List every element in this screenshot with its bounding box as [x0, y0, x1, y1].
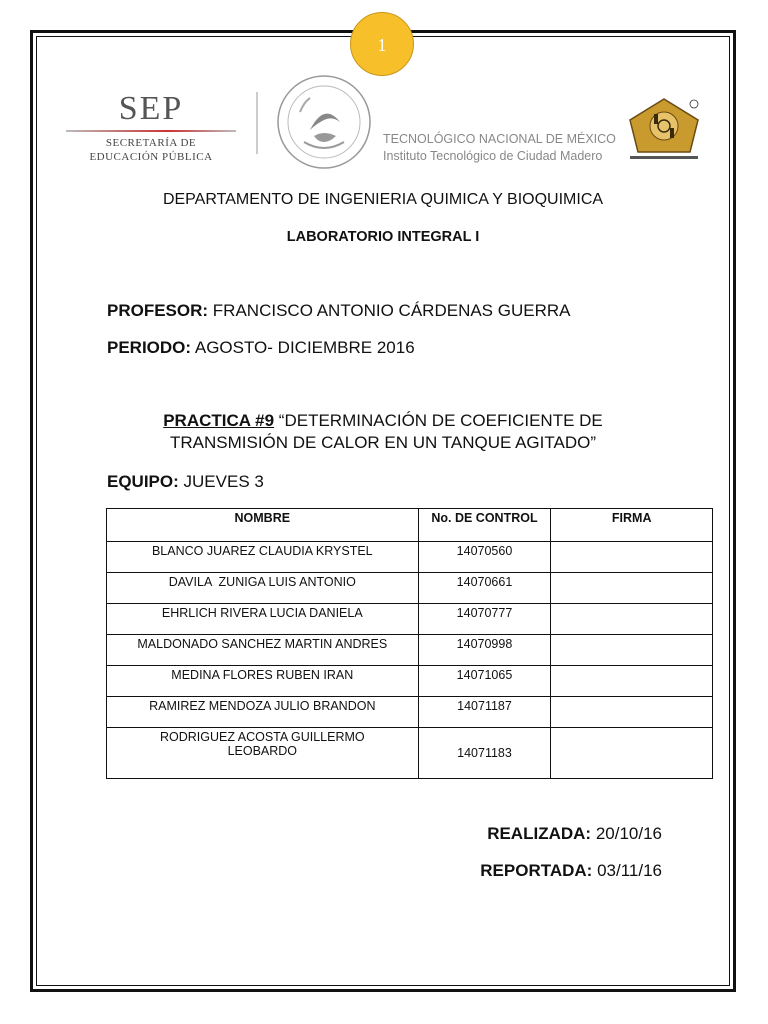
practice-title-line2: TRANSMISIÓN DE CALOR EN UN TANQUE AGITADO” — [170, 433, 596, 452]
sep-logo-wordmark: SEP — [118, 90, 184, 127]
tecnm-line1: TECNOLÓGICO NACIONAL DE MÉXICO — [383, 132, 616, 146]
reportada-date: 03/11/16 — [597, 861, 662, 880]
lab-title: LABORATORIO INTEGRAL I — [286, 229, 480, 245]
period-label: PERIODO: — [107, 338, 192, 357]
reportada-line — [480, 861, 662, 881]
realizada-label: REALIZADA: — [487, 824, 592, 843]
member-name-line2: LEOBARDO — [227, 744, 298, 758]
member-signature — [551, 697, 713, 728]
sep-logo-line1: SECRETARÍA DE — [105, 137, 197, 149]
tecnm-name-block — [383, 131, 623, 165]
member-name: BLANCO JUAREZ CLAUDIA KRYSTEL — [107, 542, 419, 573]
tecnm-line2: Instituto Tecnológico de Ciudad Madero — [383, 149, 603, 163]
member-control: 14071183 — [418, 728, 551, 779]
header-control: No. DE CONTROL — [418, 509, 551, 542]
member-control: 14071187 — [418, 697, 551, 728]
header-divider — [256, 92, 258, 154]
member-control: 14070777 — [418, 604, 551, 635]
sep-logo-rule — [66, 130, 236, 132]
mexico-seal-emblem — [274, 72, 374, 172]
member-signature — [551, 604, 713, 635]
member-signature — [551, 635, 713, 666]
practice-title — [36, 410, 730, 454]
member-signature — [551, 666, 713, 697]
realizada-date: 20/10/16 — [595, 824, 662, 843]
member-name: MALDONADO SANCHEZ MARTIN ANDRES — [107, 635, 419, 666]
table-row — [107, 666, 713, 697]
member-name: EHRLICH RIVERA LUCIA DANIELA — [107, 604, 419, 635]
reportada-label: REPORTADA: — [480, 861, 593, 880]
table-row — [107, 604, 713, 635]
professor-name: FRANCISCO ANTONIO CÁRDENAS GUERRA — [212, 301, 571, 320]
member-name: MEDINA FLORES RUBEN IRAN — [107, 666, 419, 697]
period-line — [107, 338, 415, 358]
itcm-emblem — [624, 96, 704, 162]
department-title: DEPARTAMENTO DE INGENIERIA QUIMICA Y BIOQUIMICA — [162, 191, 604, 208]
member-control: 14071065 — [418, 666, 551, 697]
sep-logo — [66, 90, 236, 164]
table-row — [107, 573, 713, 604]
professor-line — [107, 301, 570, 321]
page-number-badge: 1 — [350, 12, 414, 76]
member-control: 14070560 — [418, 542, 551, 573]
table-row — [107, 635, 713, 666]
table-header-row — [107, 509, 713, 542]
member-control: 14070661 — [418, 573, 551, 604]
member-control: 14070998 — [418, 635, 551, 666]
member-name — [107, 728, 419, 779]
sep-logo-line2: EDUCACIÓN PÚBLICA — [89, 151, 213, 163]
practice-title-line1: “DETERMINACIÓN DE COEFICIENTE DE — [278, 411, 603, 430]
realizada-line — [487, 824, 662, 844]
team-label: EQUIPO: — [107, 472, 179, 491]
member-name-line1: RODRIGUEZ ACOSTA GUILLERMO — [159, 730, 365, 744]
team-value: JUEVES 3 — [183, 472, 264, 491]
member-signature — [551, 573, 713, 604]
practice-label: PRACTICA #9 — [163, 411, 275, 430]
table-row — [107, 728, 713, 779]
member-name: DAVILA ZUNIGA LUIS ANTONIO — [107, 573, 419, 604]
header-name: NOMBRE — [107, 509, 419, 542]
professor-label: PROFESOR: — [107, 301, 209, 320]
team-line — [107, 472, 264, 492]
table-row — [107, 697, 713, 728]
member-signature — [551, 728, 713, 779]
header-signature: FIRMA — [551, 509, 713, 542]
table-row — [107, 542, 713, 573]
member-signature — [551, 542, 713, 573]
period-value: AGOSTO- DICIEMBRE 2016 — [194, 338, 415, 357]
members-table — [106, 508, 713, 779]
member-name: RAMIREZ MENDOZA JULIO BRANDON — [107, 697, 419, 728]
